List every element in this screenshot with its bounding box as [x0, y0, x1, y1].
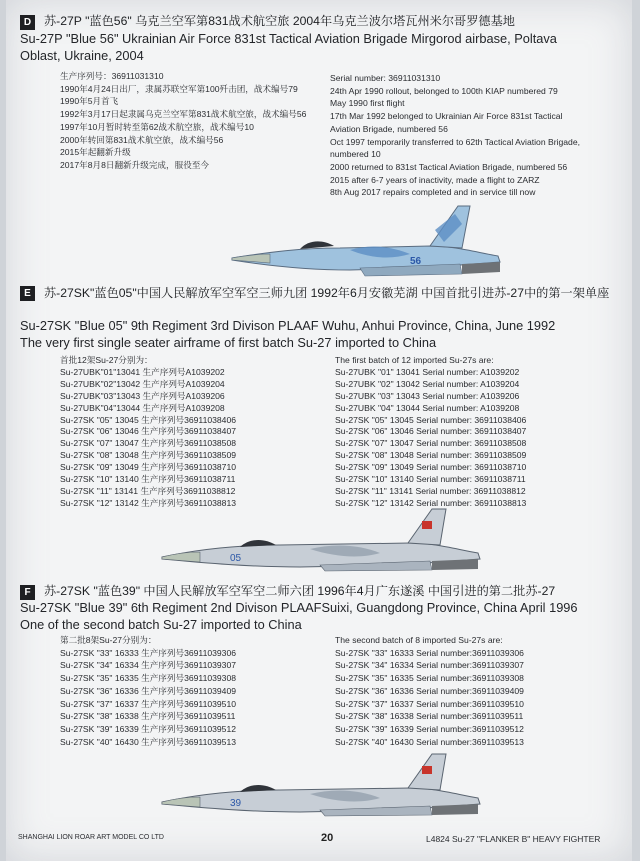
section-badge: E [20, 286, 35, 301]
tail-number: 39 [230, 798, 242, 809]
text-line: Su-27SK "39" 16339 Serial number:36911039512 [335, 723, 524, 734]
text-line: 2015 after 6-7 years of inactivity, made a flight to ZARZ [330, 174, 540, 185]
text-line: 1992年3月17日起隶属乌克兰空军第831战术航空旅，战术编号56 [60, 109, 307, 120]
section-d [20, 14, 624, 284]
text-line: 生产序列号：36911031310 [60, 71, 164, 81]
text-line: Su-27UBK "03" 13043 Serial number: A1039206 [335, 390, 520, 401]
text-line: 17th Mar 1992 belonged to Ukrainian Air Force 831st Tactical [330, 111, 563, 122]
text-line: Serial number: 36911031310 [330, 73, 441, 83]
text-line: Su-27UBK "02" 13042 Serial number: A1039204 [335, 378, 520, 389]
text-line: 第二批8架Su-27分别为： [60, 635, 157, 645]
batch-list-cn [60, 355, 236, 510]
text-line: Su-27SK "11" 13141 Serial number: 36911038812 [335, 485, 526, 496]
national-insignia [422, 766, 432, 774]
text-line: Su-27SK "36" 16336 生产序列号36911039409 [60, 685, 237, 696]
text-line: Su-27SK "06" 13046 Serial number: 36911038407 [335, 426, 527, 437]
text-line: Su-27SK "38" 16338 Serial number:36911039511 [335, 711, 524, 722]
radome [162, 797, 200, 807]
text-line: Su-27SK "10" 13140 生产序列号36911038711 [60, 474, 236, 485]
text-line: Su-27SK "08" 13048 Serial number: 36911038509 [335, 450, 527, 461]
page-number: 20 [321, 832, 334, 844]
text-line: Su-27SK "34" 16334 生产序列号36911039307 [60, 660, 237, 671]
batch-list-cn [60, 634, 236, 748]
text-line: Su-27UBK"01"13041 生产序列号A1039202 [60, 366, 225, 377]
text-line: Su-27SK "33" 16333 Serial number:36911039306 [335, 647, 524, 658]
text-line: 2015年起翻新升级 [60, 147, 131, 158]
radome [232, 254, 270, 263]
text-line: Su-27SK "10" 13140 Serial number: 36911038711 [335, 474, 526, 485]
section-title-en-cont: One of the second batch Su-27 imported to China [20, 617, 302, 632]
text-line: 2000 returned to 831st Tactical Aviation Brigade, numbered 56 [330, 161, 568, 172]
text-line: Su-27UBK "01" 13041 Serial number: A1039202 [335, 366, 520, 377]
text-line: Su-27SK "07" 13047 生产序列号36911038508 [60, 438, 237, 449]
instruction-page [6, 0, 632, 861]
tail-number: 56 [410, 256, 422, 267]
text-line: Su-27UBK"03"13043 生产序列号A1039206 [60, 390, 225, 401]
text-line: numbered 10 [330, 149, 381, 160]
section-title-en-cont: Oblast, Ukraine, 2004 [20, 48, 144, 63]
text-line: Su-27SK "12" 13142 生产序列号36911038813 [60, 497, 237, 508]
section-title-en: Su-27P "Blue 56" Ukrainian Air Force 831st Tactical Aviation Brigade Mirgorod airbase, Poltava [20, 31, 557, 46]
text-line: Su-27UBK "04" 13044 Serial number: A1039208 [335, 402, 520, 413]
text-line: Su-27SK "07" 13047 Serial number: 36911038508 [335, 438, 527, 449]
text-line: Su-27SK "11" 13141 生产序列号36911038812 [60, 485, 236, 496]
text-line: Su-27SK "38" 16338 生产序列号36911039511 [60, 711, 236, 722]
text-line: Oct 1997 temporarily transferred to 62th Tactical Aviation Brigade, [330, 136, 580, 147]
batch-list-en [335, 355, 526, 510]
section-title-en: Su-27SK "Blue 39" 6th Regiment 2nd Divison PLAAFSuixi, Guangdong Province, China April 1996 [20, 600, 578, 615]
text-line: May 1990 first flight [330, 98, 405, 109]
text-line: 24th Apr 1990 rollout, belonged to 100th KIAP numbered 79 [330, 85, 558, 96]
text-line: 2017年8月8日翻新升级完成，服役至今 [60, 159, 209, 170]
text-line: 1990年5月首飞 [60, 96, 119, 107]
footer-product: L4824 Su-27 "FLANKER B" HEAVY FIGHTER [426, 834, 601, 844]
text-line: The first batch of 12 imported Su-27s are: [335, 355, 494, 365]
aircraft-profile-ukraine [230, 200, 510, 285]
section-title-cn: 苏-27P "蓝色56" 乌克兰空军第831战术航空旅 2004年乌克兰波尔塔瓦州米尔哥罗德基地 [44, 14, 515, 28]
section-title-cn: 苏-27SK"蓝色05"中国人民解放军空军空三师九团 1992年6月安徽芜湖 中国首批引进苏-27中的第一架单座 [44, 286, 610, 300]
text-line: Su-27SK "35" 16335 生产序列号36911039308 [60, 673, 237, 684]
text-line: Aviation Brigade, numbered 56 [330, 123, 448, 134]
text-line: Su-27SK "33" 16333 生产序列号36911039306 [60, 647, 237, 658]
text-line: Su-27SK "08" 13048 生产序列号36911038509 [60, 450, 237, 461]
section-title-cn: 苏-27SK "蓝色39" 中国人民解放军空军空二师六团 1996年4月广东遂溪 中国引进的第二批苏-27 [44, 584, 556, 598]
batch-list-en [335, 634, 524, 748]
text-line: Su-27SK "40" 16430 生产序列号36911039513 [60, 736, 237, 747]
national-insignia [422, 521, 432, 529]
text-line: Su-27SK "40" 16430 Serial number:36911039513 [335, 736, 524, 747]
text-line: 8th Aug 2017 repairs completed and in service till now [330, 187, 536, 198]
text-line: 2000年转回第831战术航空旅，战术编号56 [60, 134, 224, 145]
section-e [20, 285, 624, 570]
text-line: Su-27SK "36" 16336 Serial number:36911039409 [335, 685, 524, 696]
text-line: 1990年4月24日出厂，隶属苏联空军第100歼击团，战术编号79 [60, 83, 298, 94]
text-line: Su-27SK "05" 13045 Serial number: 36911038406 [335, 414, 527, 425]
history-en [330, 72, 580, 199]
section-title-en: Su-27SK "Blue 05" 9th Regiment 3rd Divison PLAAF Wuhu, Anhui Province, China, June 1992 [20, 318, 556, 333]
text-line: Su-27SK "09" 13049 Serial number: 36911038710 [335, 462, 527, 473]
footer-company: SHANGHAI LION ROAR ART MODEL CO LTD [18, 834, 164, 841]
history-cn [60, 70, 306, 172]
nozzle [462, 262, 500, 274]
text-line: Su-27UBK"02"13042 生产序列号A1039204 [60, 378, 225, 389]
text-line: The second batch of 8 imported Su-27s are: [335, 635, 503, 645]
section-title-en-cont: The very first single seater airframe of first batch Su-27 imported to China [20, 335, 437, 350]
radome [162, 552, 200, 562]
text-line: Su-27SK "34" 16334 Serial number:36911039307 [335, 660, 524, 671]
text-line: 首批12架Su-27分别为： [60, 355, 153, 365]
text-line: Su-27SK "37" 16337 生产序列号36911039510 [60, 698, 237, 709]
section-f [20, 584, 624, 824]
aircraft-profile-plaaf-39 [160, 752, 490, 820]
text-line: Su-27SK "06" 13046 生产序列号36911038407 [60, 426, 237, 437]
text-line: Su-27UBK"04"13044 生产序列号A1039208 [60, 402, 225, 413]
text-line: Su-27SK "09" 13049 生产序列号36911038710 [60, 462, 237, 473]
aircraft-profile-plaaf-05 [160, 507, 490, 573]
section-badge: F [20, 585, 35, 600]
section-badge: D [20, 15, 35, 30]
text-line: Su-27SK "05" 13045 生产序列号36911038406 [60, 414, 237, 425]
tail-number: 05 [230, 553, 242, 564]
text-line: Su-27SK "12" 13142 Serial number: 36911038813 [335, 497, 527, 508]
text-line: Su-27SK "35" 16335 Serial number:36911039308 [335, 673, 524, 684]
text-line: Su-27SK "37" 16337 Serial number:36911039510 [335, 698, 524, 709]
text-line: Su-27SK "39" 16339 生产序列号36911039512 [60, 723, 237, 734]
text-line: 1997年10月暂时转至第62战术航空旅，战术编号10 [60, 121, 254, 132]
